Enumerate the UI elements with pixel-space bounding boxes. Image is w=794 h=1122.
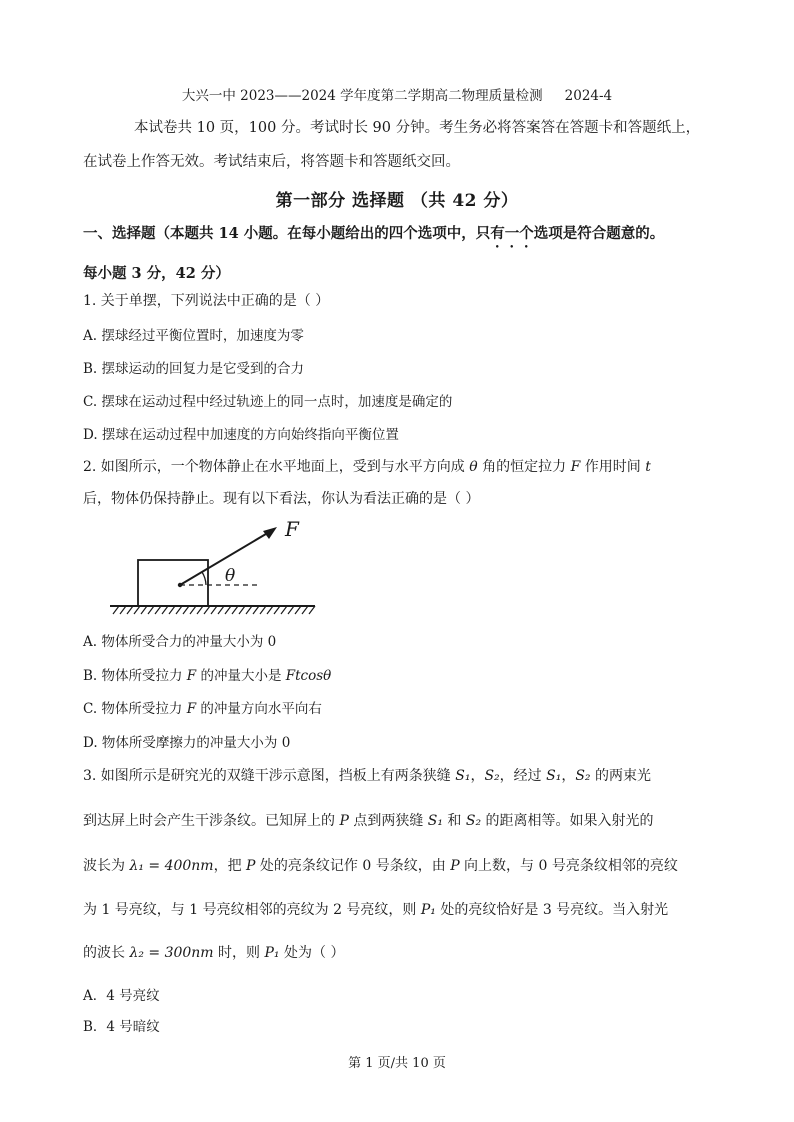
ground-hatching: [113, 606, 315, 614]
question-3-line-3: [83, 855, 678, 875]
point-p: P: [339, 813, 349, 829]
q3-text: ，: [470, 768, 485, 784]
angle-arc: [202, 572, 206, 585]
q3-text: 3. 如图所示是研究光的双缝干涉示意图，挡板上有两条狭缝: [83, 768, 456, 784]
part-title: 第一部分 选择题 （共 42 分）: [275, 191, 519, 211]
question-2-option-b[interactable]: [83, 664, 331, 684]
question-1-option-b[interactable]: B. 摆球运动的回复力是它受到的合力: [83, 361, 305, 377]
question-2-option-a[interactable]: A. 物体所受合力的冲量大小为 0: [83, 634, 277, 650]
q3-text: 的距离相等。如果入射光的: [481, 813, 654, 829]
slit-s1: S₁: [455, 768, 471, 784]
q2-force-symbol: F: [186, 701, 197, 717]
q2-force-symbol: F: [570, 459, 581, 475]
question-3-option-a[interactable]: A．4 号亮纹: [83, 988, 160, 1004]
application-point: [178, 583, 182, 587]
question-3-line-4: [83, 899, 668, 919]
point-p: P: [246, 858, 256, 874]
q3-text: 向上数，与 0 号亮条纹相邻的亮纹: [459, 858, 678, 874]
wavelength-2: λ₂ = 300nm: [129, 945, 214, 961]
q2-option-c-text: 的冲量方向水平向右: [196, 701, 322, 717]
exam-date: 2024-4: [564, 88, 613, 104]
q2-text: 2. 如图所示，一个物体静止在水平地面上，受到与水平方向成: [83, 459, 470, 475]
exam-header: [0, 84, 794, 104]
question-2-option-d[interactable]: D. 物体所受摩擦力的冲量大小为 0: [83, 735, 291, 751]
q2-option-c-text: C. 物体所受拉力: [83, 701, 187, 717]
q3-text: ，: [561, 768, 576, 784]
q3-text: 为 1 号亮纹，与 1 号亮纹相邻的亮纹为 2 号亮纹，则: [83, 902, 421, 918]
q3-text: 的波长: [83, 945, 130, 961]
block: [138, 560, 208, 606]
slit-s2: S₂: [575, 768, 591, 784]
q3-text: 时，则: [213, 945, 265, 961]
exam-title: 大兴一中 2023——2024 学年度第二学期高二物理质量检测: [181, 88, 543, 104]
force-diagram: [105, 518, 335, 618]
q2-text: 作用时间: [580, 459, 646, 475]
question-2-stem-line-2: 后，物体仍保持静止。现有以下看法，你认为看法正确的是（ ）: [83, 491, 480, 507]
q3-text: 的两束光: [590, 768, 651, 784]
instructions-line-1: 本试卷共 10 页，100 分。考试时长 90 分钟。考生务必将答案答在答题卡和答题纸上，: [134, 120, 701, 136]
q3-text: ，经过: [499, 768, 547, 784]
point-p1: P₁: [420, 902, 436, 918]
q3-text: 到达屏上时会产生干涉条纹。已知屏上的: [83, 813, 340, 829]
question-3-line-1: [83, 765, 651, 785]
section-heading: [83, 222, 664, 251]
angle-label: θ: [225, 566, 236, 586]
q2-option-b-text: B. 物体所受拉力: [83, 668, 187, 684]
arrow-head: [263, 527, 277, 539]
q3-text: 处为（ ）: [279, 945, 345, 961]
section-heading-text-end: 选项是符合题意的。: [533, 225, 665, 242]
section-heading-text: 一、选择题（本题共 14 小题。在每小题给出的四个选项中，只: [83, 225, 491, 242]
slit-s2: S₂: [484, 768, 500, 784]
q2-force-symbol: F: [186, 668, 197, 684]
point-p1: P₁: [264, 945, 280, 961]
wavelength-1: λ₁ = 400nm: [129, 858, 214, 874]
q2-text: 角的恒定拉力: [477, 459, 571, 475]
q3-text: 波长为: [83, 858, 130, 874]
q2-time-symbol: t: [645, 459, 651, 475]
question-2-stem-line-1: [83, 456, 651, 476]
q3-text: 点到两狭缝: [348, 813, 428, 829]
q2-impulse-expression: Ftcosθ: [285, 668, 332, 684]
force-label: F: [285, 518, 299, 541]
question-1-option-d[interactable]: D. 摆球在运动过程中加速度的方向始终指向平衡位置: [83, 427, 399, 443]
question-1-option-c[interactable]: C. 摆球在运动过程中经过轨迹上的同一点时，加速度是确定的: [83, 394, 453, 410]
page-footer: 第 1 页/共 10 页: [348, 1056, 446, 1071]
emphasized-text: 有一个: [490, 225, 534, 242]
question-3-option-b[interactable]: B．4 号暗纹: [83, 1019, 160, 1035]
q3-text: 处的亮纹恰好是 3 号亮纹。当入射光: [435, 902, 669, 918]
question-1-stem: 1. 关于单摆，下列说法中正确的是（ ）: [83, 293, 330, 309]
q3-text: 和: [442, 813, 466, 829]
slit-s1: S₁: [427, 813, 443, 829]
point-p: P: [450, 858, 460, 874]
question-1-option-a[interactable]: A. 摆球经过平衡位置时，加速度为零: [83, 328, 304, 344]
question-3-line-2: [83, 810, 654, 830]
section-scoring: 每小题 3 分，42 分）: [83, 265, 230, 282]
q3-text: ，把: [213, 858, 247, 874]
q2-theta: θ: [469, 459, 478, 475]
slit-s2: S₂: [465, 813, 482, 829]
question-3-line-5: [83, 942, 344, 962]
slit-s1: S₁: [546, 768, 562, 784]
question-2-option-c[interactable]: [83, 697, 322, 717]
q2-option-b-text: 的冲量大小是: [196, 668, 286, 684]
instructions-line-2: 在试卷上作答无效。考试结束后，将答题卡和答题纸交回。: [83, 154, 460, 170]
q3-text: 处的亮条纹记作 0 号条纹，由: [255, 858, 451, 874]
